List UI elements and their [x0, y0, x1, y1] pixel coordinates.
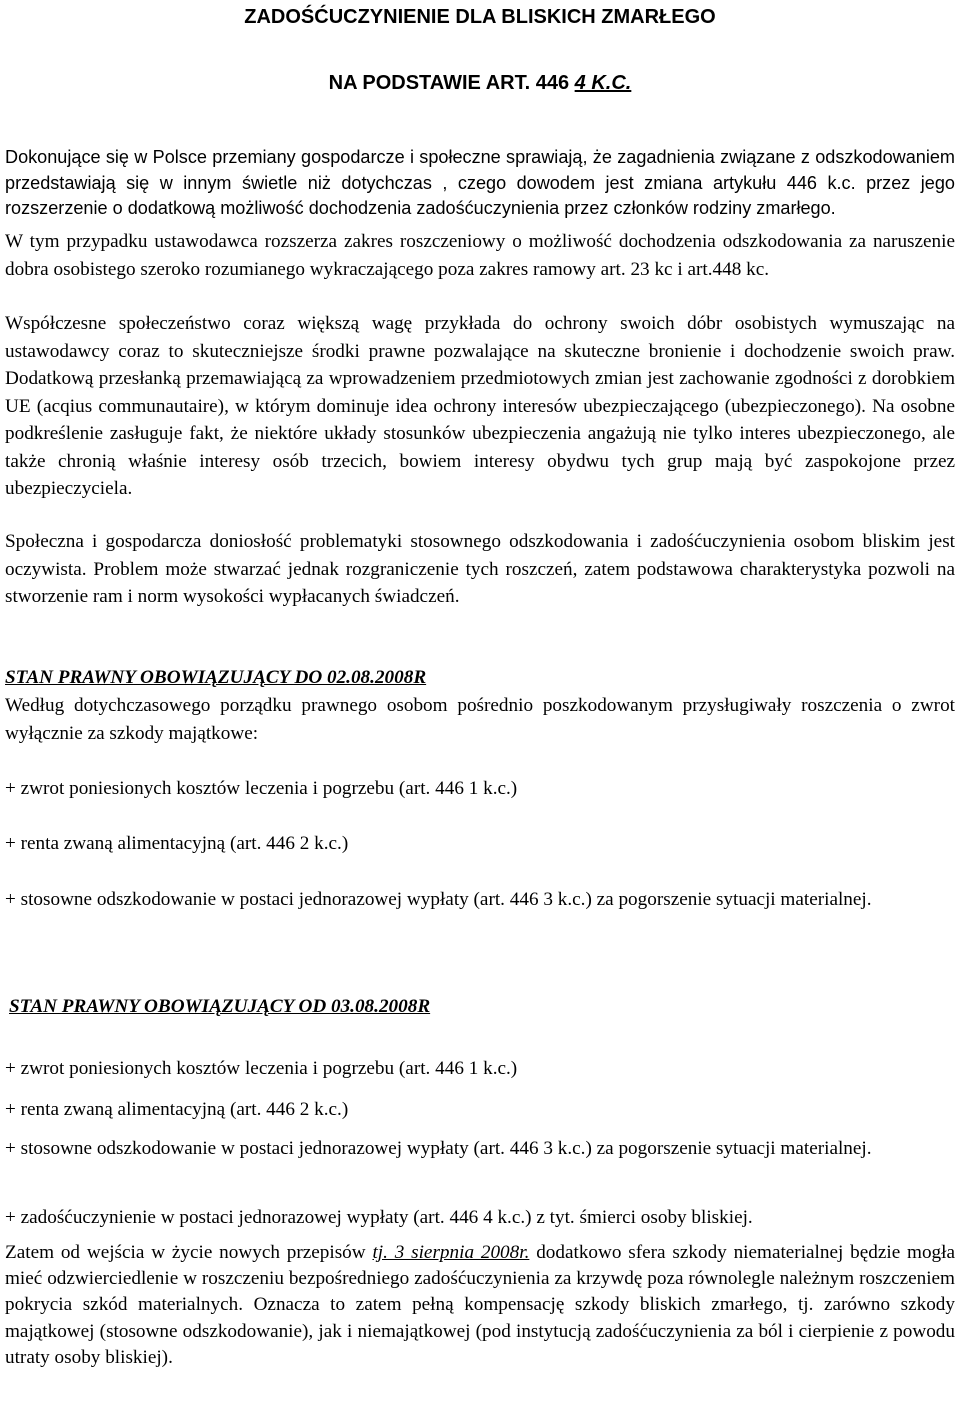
section1-intro-text: Według dotychczasowego porządku prawnego osobom pośrednio poszkodowanym przysługiwały roszczenia o zwrot wyłącznie za szkody majątkowe:: [5, 695, 955, 744]
document-title: ZADOŚĆUCZYNIENIE DLA BLISKICH ZMARŁEGO: [244, 6, 716, 28]
section1-intro: [5, 692, 955, 747]
section1-heading: STAN PRAWNY OBOWIĄZUJĄCY DO 02.08.2008R: [5, 667, 427, 688]
conclusion-prefix: Zatem od wejścia w życie nowych przepisów: [5, 1242, 373, 1263]
subtitle-article-ref: 4 K.C.: [574, 72, 632, 94]
intro-text-sans: Dokonujące się w Polsce przemiany gospodarcze i społeczne sprawiają, że zagadnienia związane z odszkodowaniem przedstawiają się w innym świetle niż dotychczas , czego dowodem jest zmiana artykułu 446 k.c. przez jego rozszerzenie o dodatkową możliwość dochodzenia zadośćuczynienia przez członków rodziny zmarłego.: [5, 147, 955, 219]
section1-item-2: + renta zwaną alimentacyjną (art. 446 2 k.c.): [5, 833, 349, 854]
paragraph-modern-text: Współczesne społeczeństwo coraz większą wagę przykłada do ochrony swoich dóbr osobistych wymuszając na ustawodawcy coraz to skuteczniejsze środki prawne pozwalające na skuteczne bronienie i dochodzenie swoich praw. Dodatkową przesłanką przemawiającą za wprowadzeniem przedmiotowych zmian jest zachowanie zgodności z dorobkiem UE (acqius communautaire), w którym dominuje idea ochrony interesów ubezpieczającego (ubezpieczonego). Na osobne podkreślenie zasługuje fakt, że niektóre układy stosunków ubezpieczenia angażują nie tylko interes ubezpieczonego, ale także chronią właśnie interesy osób trzecich, bowiem interesy obydwu tych grup mają być zaspokojone przez ubezpieczyciela.: [5, 313, 955, 499]
section1-item-1: + zwrot poniesionych kosztów leczenia i pogrzebu (art. 446 1 k.c.): [5, 778, 518, 799]
paragraph-modern-society: [5, 310, 955, 503]
section2-item-4: + zadośćuczynienie w postaci jednorazowej wypłaty (art. 446 4 k.c.) z tyt. śmierci osoby bliskiej.: [5, 1207, 753, 1228]
section2-heading: STAN PRAWNY OBOWIĄZUJĄCY OD 03.08.2008R: [9, 996, 431, 1017]
intro-paragraph: [5, 145, 955, 222]
section1-item-3: + stosowne odszkodowanie w postaci jednorazowej wypłaty (art. 446 3 k.c.) za pogorszenie sytuacji materialnej.: [5, 889, 872, 910]
intro-text-serif: W tym przypadku ustawodawca rozszerza zakres roszczeniowy o możliwość dochodzenia odszkodowania za naruszenie dobra osobistego szeroko rozumianego wykraczającego poza zakres ramowy art. 23 kc i art.448 kc.: [5, 231, 955, 280]
conclusion-paragraph: [5, 1240, 955, 1371]
subtitle-prefix: NA PODSTAWIE ART. 446: [328, 72, 575, 94]
section2-item-3: + stosowne odszkodowanie w postaci jednorazowej wypłaty (art. 446 3 k.c.) za pogorszenie sytuacji materialnej.: [5, 1138, 872, 1159]
document-subtitle: [0, 70, 960, 96]
section2-item-2: + renta zwaną alimentacyjną (art. 446 2 k.c.): [5, 1099, 349, 1120]
conclusion-date: tj. 3 sierpnia 2008r.: [372, 1242, 530, 1263]
section2-item-1: + zwrot poniesionych kosztów leczenia i pogrzebu (art. 446 1 k.c.): [5, 1058, 518, 1079]
paragraph-social-importance: [5, 528, 955, 611]
conclusion-rest: dodatkowo sfera szkody niematerialnej będzie mogła mieć odzwierciedlenie w roszczeniu bezpośredniego zadośćuczynienia za krzywdę poza równolegle należnym roszczeniem pokrycia szkód materialnych. Oznacza to zatem pełną kompensację szkody bliskich zmarłego, tj. zarówno szkody majątkowej (stosowne odszkodowanie), jak i niemajątkowej (pod instytucją zadośćuczynienia za ból i cierpienie z powodu utraty osoby bliskiej).: [5, 1242, 955, 1368]
intro-continuation: [5, 228, 955, 283]
paragraph-social-text: Społeczna i gospodarcza doniosłość problematyki stosownego odszkodowania i zadośćuczynienia osobom bliskim jest oczywista. Problem może stwarzać jednak rozgraniczenie tych roszczeń, zatem podstawowa charakterystyka pozwoli na stworzenie ram i norm wysokości wypłacanych świadczeń.: [5, 531, 955, 607]
